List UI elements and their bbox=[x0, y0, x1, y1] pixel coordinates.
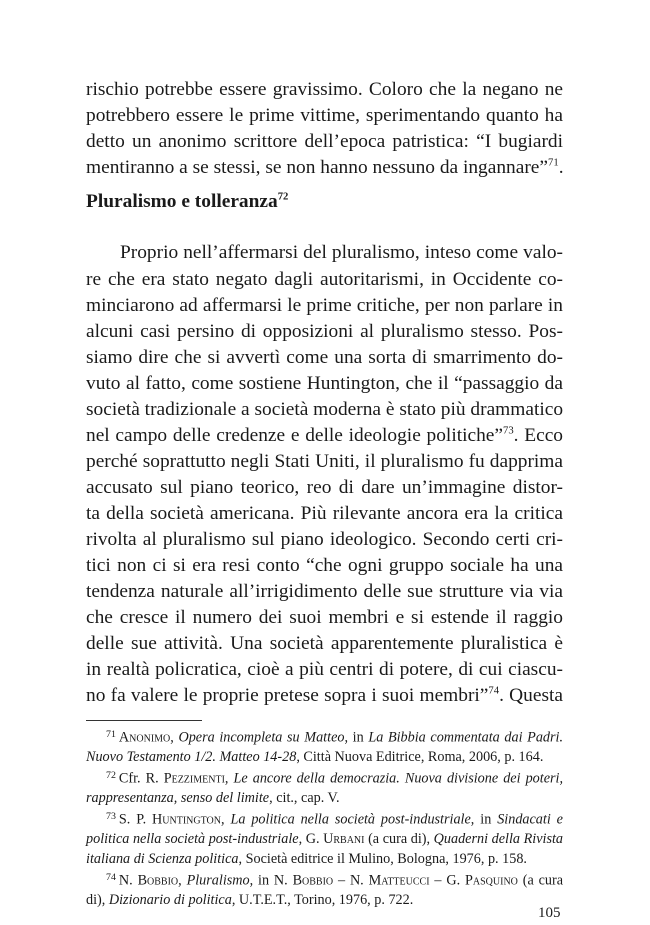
footnote-work: italiana di Scienza politica bbox=[86, 851, 239, 867]
footnote-author: Pezzimenti bbox=[163, 770, 225, 787]
body-line: accusato sul piano teorico, reo di dare un’immagine distor- bbox=[86, 477, 563, 498]
footnote-72-line bbox=[86, 791, 563, 805]
body-line: tici non ci si era resi conto “che ogni gruppo sociale ha una bbox=[86, 555, 563, 576]
footnote-text: di), bbox=[86, 892, 109, 908]
body-line: rischio potrebbe essere gravissimo. Coloro che la negano ne bbox=[86, 79, 563, 100]
body-line: società tradizionale a società moderna è stato più drammatico bbox=[86, 399, 564, 420]
footnote-title: rappresentanza, senso del limite bbox=[86, 790, 270, 806]
section-heading-text: Pluralismo e tolleranza bbox=[86, 191, 278, 212]
body-text: no fa valere le proprie pretese sopra i suoi membri” bbox=[86, 685, 489, 706]
body-line: che cresce il numero dei suoi membri e si estende il raggio bbox=[86, 607, 563, 628]
footnote-work: Dizionario di politica bbox=[108, 892, 232, 908]
body-line: rivolta al pluralismo sul piano ideologico. Secondo certi cri- bbox=[86, 529, 563, 550]
body-line: delle sue attività. Una società apparentemente pluralistica è bbox=[86, 633, 563, 654]
footnote-title: Opera incompleta su Matteo bbox=[178, 729, 345, 746]
footnote-work: Sindacati e bbox=[497, 811, 563, 828]
footnote-work: La Bibbia commentata dai Padri. bbox=[368, 729, 564, 746]
body-line: siamo dire che si avvertì come una sorta di smarrimento do- bbox=[86, 347, 563, 368]
footnote-74 bbox=[106, 873, 563, 888]
footnote-text: S. P. bbox=[118, 811, 153, 828]
footnote-text: Cfr. R. bbox=[118, 770, 164, 787]
footnote-number: 74 bbox=[106, 872, 116, 883]
footnote-text: , G. bbox=[298, 831, 324, 847]
footnote-text: , cit., cap. V. bbox=[269, 790, 340, 806]
footnote-71 bbox=[106, 730, 563, 745]
footnote-work: politica nella società post-industriale bbox=[86, 831, 299, 847]
page-number: 105 bbox=[538, 905, 561, 921]
body-line bbox=[86, 158, 563, 177]
body-text: . bbox=[558, 157, 564, 178]
footnote-number: 73 bbox=[106, 811, 116, 822]
footnote-73-line bbox=[86, 852, 563, 866]
footnote-work: Nuovo Testamento 1/2. Matteo 14-28 bbox=[86, 749, 297, 765]
footnote-author: Pasquino bbox=[465, 872, 518, 889]
footnote-text: , Società editrice il Mulino, Bologna, 1976, p. 158. bbox=[238, 851, 527, 867]
footnote-text: – G. bbox=[429, 872, 465, 889]
body-line bbox=[86, 686, 563, 705]
body-line: Proprio nell’affermarsi del pluralismo, inteso come valo- bbox=[120, 242, 563, 263]
body-text: nel campo delle credenze e delle ideologie politiche” bbox=[86, 425, 503, 446]
footnote-text: , bbox=[220, 811, 231, 828]
footnote-title: La politica nella società post-industriale bbox=[230, 811, 471, 828]
body-text: . Ecco bbox=[513, 425, 563, 446]
body-line: in realtà policratica, cioè a più centri di potere, di cui ciascu- bbox=[86, 659, 563, 680]
footnote-ref: 74 bbox=[488, 684, 500, 697]
footnote-work: Quaderni della Rivista bbox=[433, 831, 563, 847]
footnote-author: Bobbio bbox=[292, 872, 334, 889]
footnote-title: Le ancore della democrazia. Nuova divisione dei poteri, bbox=[233, 770, 564, 787]
footnote-author: Urbani bbox=[323, 831, 365, 847]
footnote-ref: 73 bbox=[503, 424, 514, 437]
footnote-text: N. bbox=[118, 872, 138, 889]
footnote-number: 71 bbox=[106, 729, 116, 740]
body-line bbox=[86, 426, 563, 445]
footnote-71-line bbox=[86, 750, 563, 764]
section-heading bbox=[86, 191, 288, 213]
footnote-text: (a cura bbox=[517, 872, 564, 889]
footnote-separator bbox=[86, 720, 202, 721]
body-text: mentiranno a se stessi, se non hanno nessuno da ingannare” bbox=[86, 157, 549, 178]
body-text: . Questa bbox=[499, 685, 564, 706]
footnote-author: Bobbio bbox=[137, 872, 179, 889]
footnote-author: Anonimo bbox=[118, 729, 171, 746]
footnote-title: Pluralismo bbox=[186, 872, 250, 889]
footnote-74-line bbox=[86, 893, 563, 907]
footnote-text: , bbox=[170, 729, 179, 746]
body-line: vuto al fatto, come sostiene Huntington, che il “passaggio da bbox=[86, 373, 563, 394]
footnote-text: , bbox=[224, 770, 234, 787]
footnote-text: , in bbox=[344, 729, 369, 746]
footnote-73-line bbox=[86, 832, 563, 846]
footnote-text: , in N. bbox=[249, 872, 293, 889]
footnote-text: , bbox=[178, 872, 187, 889]
footnote-author: Huntington bbox=[152, 811, 221, 828]
body-line: potrebbero essere le prime vittime, sperimentando quanto ha bbox=[86, 105, 563, 126]
footnote-text: (a cura di), bbox=[364, 831, 434, 847]
footnote-72 bbox=[106, 771, 563, 786]
footnote-text: , U.T.E.T., Torino, 1976, p. 722. bbox=[231, 892, 414, 908]
body-line: alcuni casi persino di opposizioni al pluralismo stesso. Pos- bbox=[86, 321, 563, 342]
body-line: detto un anonimo scrittore dell’epoca patristica: “I bugiardi bbox=[86, 131, 563, 152]
footnote-ref: 72 bbox=[277, 190, 289, 203]
body-line: re che era stato negato dagli autoritarismi, in Occidente co- bbox=[86, 269, 563, 290]
body-line: tendenza naturale all’irrigidimento delle sue strutture via via bbox=[86, 581, 563, 602]
footnote-text: , in bbox=[470, 811, 498, 828]
footnote-author: Matteucci bbox=[368, 872, 430, 889]
footnote-ref: 71 bbox=[548, 156, 559, 169]
footnote-73 bbox=[106, 812, 563, 827]
body-line: perché soprattutto negli Stati Uniti, il pluralismo fu dapprima bbox=[86, 451, 563, 472]
footnote-number: 72 bbox=[106, 770, 116, 781]
body-line: ta della società americana. Più rilevante ancora era la critica bbox=[86, 503, 563, 524]
footnote-text: – N. bbox=[333, 872, 369, 889]
footnote-text: , Città Nuova Editrice, Roma, 2006, p. 164. bbox=[296, 749, 544, 765]
body-line: minciarono ad affermarsi le prime critiche, per non parlare in bbox=[86, 295, 563, 316]
